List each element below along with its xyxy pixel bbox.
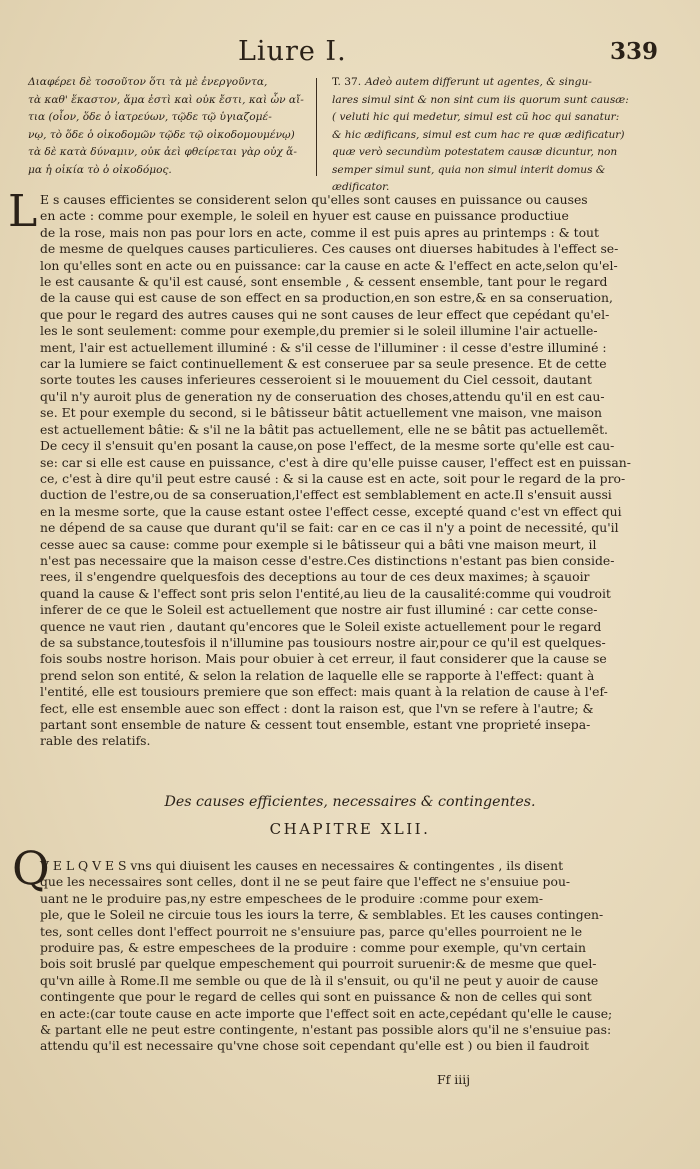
chapter-line: produire pas, & estre empeschees de la produire : comme pour exemple, qu'vn certain	[40, 940, 586, 956]
greek-line: νῳ, τὸ ὅδε ὁ οἰκοδομῶν τῷδε τῷ οἰκοδομουμένῳ)	[28, 128, 295, 141]
chapter-line: bois soit bruslé par quelque empeschement qui pourroit suruenir:& de mesme que quel-	[40, 956, 597, 972]
latin-line: quæ verò secundùm potestatem causæ dicuntur, non	[332, 146, 618, 158]
greek-line: μα ἡ οἰκία τὸ ὁ οἰκοδόμος.	[28, 163, 172, 176]
body-line: cesse auec sa cause: comme pour exemple si le bâtisseur qui a bâti vne maison meurt, il	[40, 536, 597, 552]
latin-line: ( veluti hic qui medetur, simul est cũ hoc qui sanatur:	[332, 111, 620, 123]
latin-line-text: Adeò autem differunt ut agentes, & singu-	[365, 76, 592, 88]
body-line: que pour le regard des autres causes qui ne sont causes de leur effect que cepédant qu'el-	[40, 306, 610, 322]
chapter-body	[40, 858, 613, 1055]
chapter-line: en acte:(car toute cause en acte importe que l'effect soit en acte,cepédant qu'elle le cause;	[40, 1005, 613, 1021]
body-line: duction de l'estre,ou de sa conseruation,l'effect est semblablement en acte.Il s'ensuit aussi	[40, 487, 612, 503]
body-line: n'est pas necessaire que la maison cesse d'estre.Ces distinctions n'estant pas bien conside-	[40, 552, 615, 568]
body-line: sorte toutes les causes inferieures cesseroient si le mouuement du Ciel cessoit, dautant	[40, 372, 592, 388]
body-line: De cecy il s'ensuit qu'en posant la cause,on pose l'effect, de la mesme sorte qu'elle est cau-	[40, 438, 615, 454]
body-line: ce, c'est à dire qu'il peut estre causé : & si la cause est en acte, soit pour le regard de la pro-	[40, 470, 626, 486]
body-line: lon qu'elles sont en acte ou en puissance: car la cause en acte & l'effect en acte,selon qu'el-	[40, 257, 618, 273]
body-line: en acte : comme pour exemple, le soleil en hyuer est cause en puissance productiue	[40, 208, 569, 224]
body-line: ne dépend de sa cause que durant qu'il se fait: car en ce cas il n'y a point de necessité, qu'il	[40, 520, 619, 536]
chapter-line: que les necessaires sont celles, dont il ne se peut faire que l'effect ne s'ensuiue pou-	[40, 874, 571, 890]
latin-text-column	[332, 74, 672, 197]
commentary-body	[40, 192, 631, 750]
latin-line: ædificator.	[332, 181, 390, 193]
signature-mark: Ff iiij	[437, 1072, 471, 1087]
body-line: rable des relatifs.	[40, 733, 151, 749]
running-head	[0, 36, 700, 70]
greek-line: τια (οἷον, ὅδε ὁ ἰατρεύων, τῷδε τῷ ὑγιαζομέ-	[28, 111, 272, 123]
body-line: car la lumiere se faict continuellement & est conseruee par sa seule presence. Et de cette	[40, 356, 607, 372]
latin-line: lares simul sint & non sint cum iis quorum sunt causæ:	[332, 93, 629, 106]
body-line: qu'il n'y auroit plus de generation ny de conseruation des choses,attendu qu'il en est cau-	[40, 388, 605, 404]
chapter-line: & partant elle ne peut estre contingente, n'estant pas possible alors qu'il ne s'ensuiue pas:	[40, 1022, 612, 1038]
body-line: en la mesme sorte, que la cause estant ostee l'effect cesse, excepté quand c'est vn effect qui	[40, 503, 622, 519]
chapter-line: qu'vn aille à Rome.Il me semble ou que de là il s'ensuit, ou qu'il ne peut y auoir de cause	[40, 972, 599, 988]
section-heading: Des causes efficientes, necessaires & contingentes.	[164, 794, 536, 810]
chapter-heading: CHAPITRE XLII.	[269, 820, 431, 838]
drop-cap-initial: L	[8, 186, 38, 237]
latin-line: semper simul sunt, quia non simul interit domus &	[332, 163, 606, 176]
body-line: ment, l'air est actuellement illuminé : & s'il cesse de l'illuminer : il cesse d'estre illuminé :	[40, 339, 607, 355]
body-line: quence ne vaut rien , dautant qu'encores que le Soleil existe actuellement pour le regard	[40, 618, 602, 634]
body-line: de la cause qui est cause de son effect en sa production,en son estre,& en sa conseruation,	[40, 290, 613, 306]
body-line: E s causes efficientes se considerent selon qu'elles sont causes en puissance ou causes	[40, 192, 588, 207]
body-line: l'entité, elle est tousiours premiere que son effect: mais quant à la relation de cause à l'ef-	[40, 684, 608, 700]
body-line: inferer de ce que le Soleil est actuellement que nostre air fust illuminé : car cette conse-	[40, 602, 598, 618]
page-number: 339	[609, 38, 658, 65]
body-line: fois soubs nostre horison. Mais pour obuier à cet erreur, il faut considerer que la cause se	[40, 651, 607, 667]
latin-line	[332, 74, 672, 92]
latin-line: & hic ædificans, simul est cum hac re quæ ædificatur)	[332, 128, 625, 141]
chapter-line: uant ne le produire pas,ny estre empeschees de le produire :comme pour exem-	[40, 890, 544, 906]
body-line: les le sont seulement: comme pour exemple,du premier si le soleil illumine l'air actuelle-	[40, 323, 598, 339]
greek-line: Διαφέρει δὲ τοσοῦτον ὅτι τὰ μὲ ἐνεργοῦντα,	[28, 76, 268, 88]
body-line: rees, il s'engendre quelquesfois des deceptions au tour de ces deux maximes; à sçauoir	[40, 569, 590, 585]
body-line: le est causante & qu'il est causé, sont ensemble , & cessent ensemble, tant pour le regard	[40, 274, 608, 290]
body-line: de la rose, mais non pas pour lors en acte, comme il est puis apres au printemps : & tout	[40, 224, 600, 240]
chapter-line: attendu qu'il est necessaire qu'vne chose soit cependant qu'elle est ) ou bien il faudroit	[40, 1038, 589, 1054]
body-line: de mesme de quelques causes particulieres. Ces causes ont diuerses habitudes à l'effect se-	[40, 241, 619, 257]
body-line: est actuellement bâtie: & s'il ne la bâtit pas actuellement, elle ne se bâtit pas actuellemẽt.	[40, 421, 608, 437]
greek-line: τὰ καθ' ἕκαστον, ἅμα ἐστὶ καὶ οὐκ ἔστι, καὶ ὧν αἴ-	[28, 93, 304, 106]
body-line: quand la cause & l'effect sont pris selon l'entité,au lieu de la causalité:comme qui voudroit	[40, 585, 611, 601]
greek-text-column	[28, 74, 304, 179]
parallel-text-block	[28, 74, 672, 193]
greek-line: τὰ δὲ κατὰ δύναμιν, οὐκ ἀεὶ φθείρεται γὰρ οὐχ ἅ-	[28, 146, 297, 158]
body-line: fect, elle est ensemble auec son effect : dont la raison est, que l'vn se refere à l'autre; &	[40, 700, 594, 716]
text-marker: T. 37.	[332, 76, 362, 88]
chapter-line: ple, que le Soleil ne circuie tous les iours la terre, & semblables. Et les causes contingen-	[40, 907, 604, 923]
column-divider	[316, 78, 317, 176]
body-line: se. Et pour exemple du second, si le bâtisseur bâtit actuellement vne maison, vne maison	[40, 405, 602, 421]
body-line: se: car si elle est cause en puissance, c'est à dire qu'elle puisse causer, l'effect est en puissan-	[40, 454, 631, 470]
drop-cap-initial-chapter: Q	[12, 841, 50, 895]
book-title: Liure I.	[238, 36, 347, 67]
body-line: partant sont ensemble de nature & cessent tout ensemble, estant vne proprieté insepa-	[40, 717, 591, 732]
chapter-line: contingente que pour le regard de celles qui sont en puissance & non de celles qui sont	[40, 989, 592, 1005]
chapter-line: tes, sont celles dont l'effect pourroit ne s'ensuiure pas, parce qu'elles pourroient ne le	[40, 923, 583, 939]
body-line: de sa substance,toutesfois il n'illumine pas tousiours nostre air,pour ce qu'il est quelques-	[40, 634, 606, 650]
body-line: prend selon son entité, & selon la relation de laquelle elle se rapporte à l'effect: quant à	[40, 667, 595, 683]
chapter-line: V E L Q V E S vns qui diuisent les causes en necessaires & contingentes , ils disent	[40, 858, 564, 873]
